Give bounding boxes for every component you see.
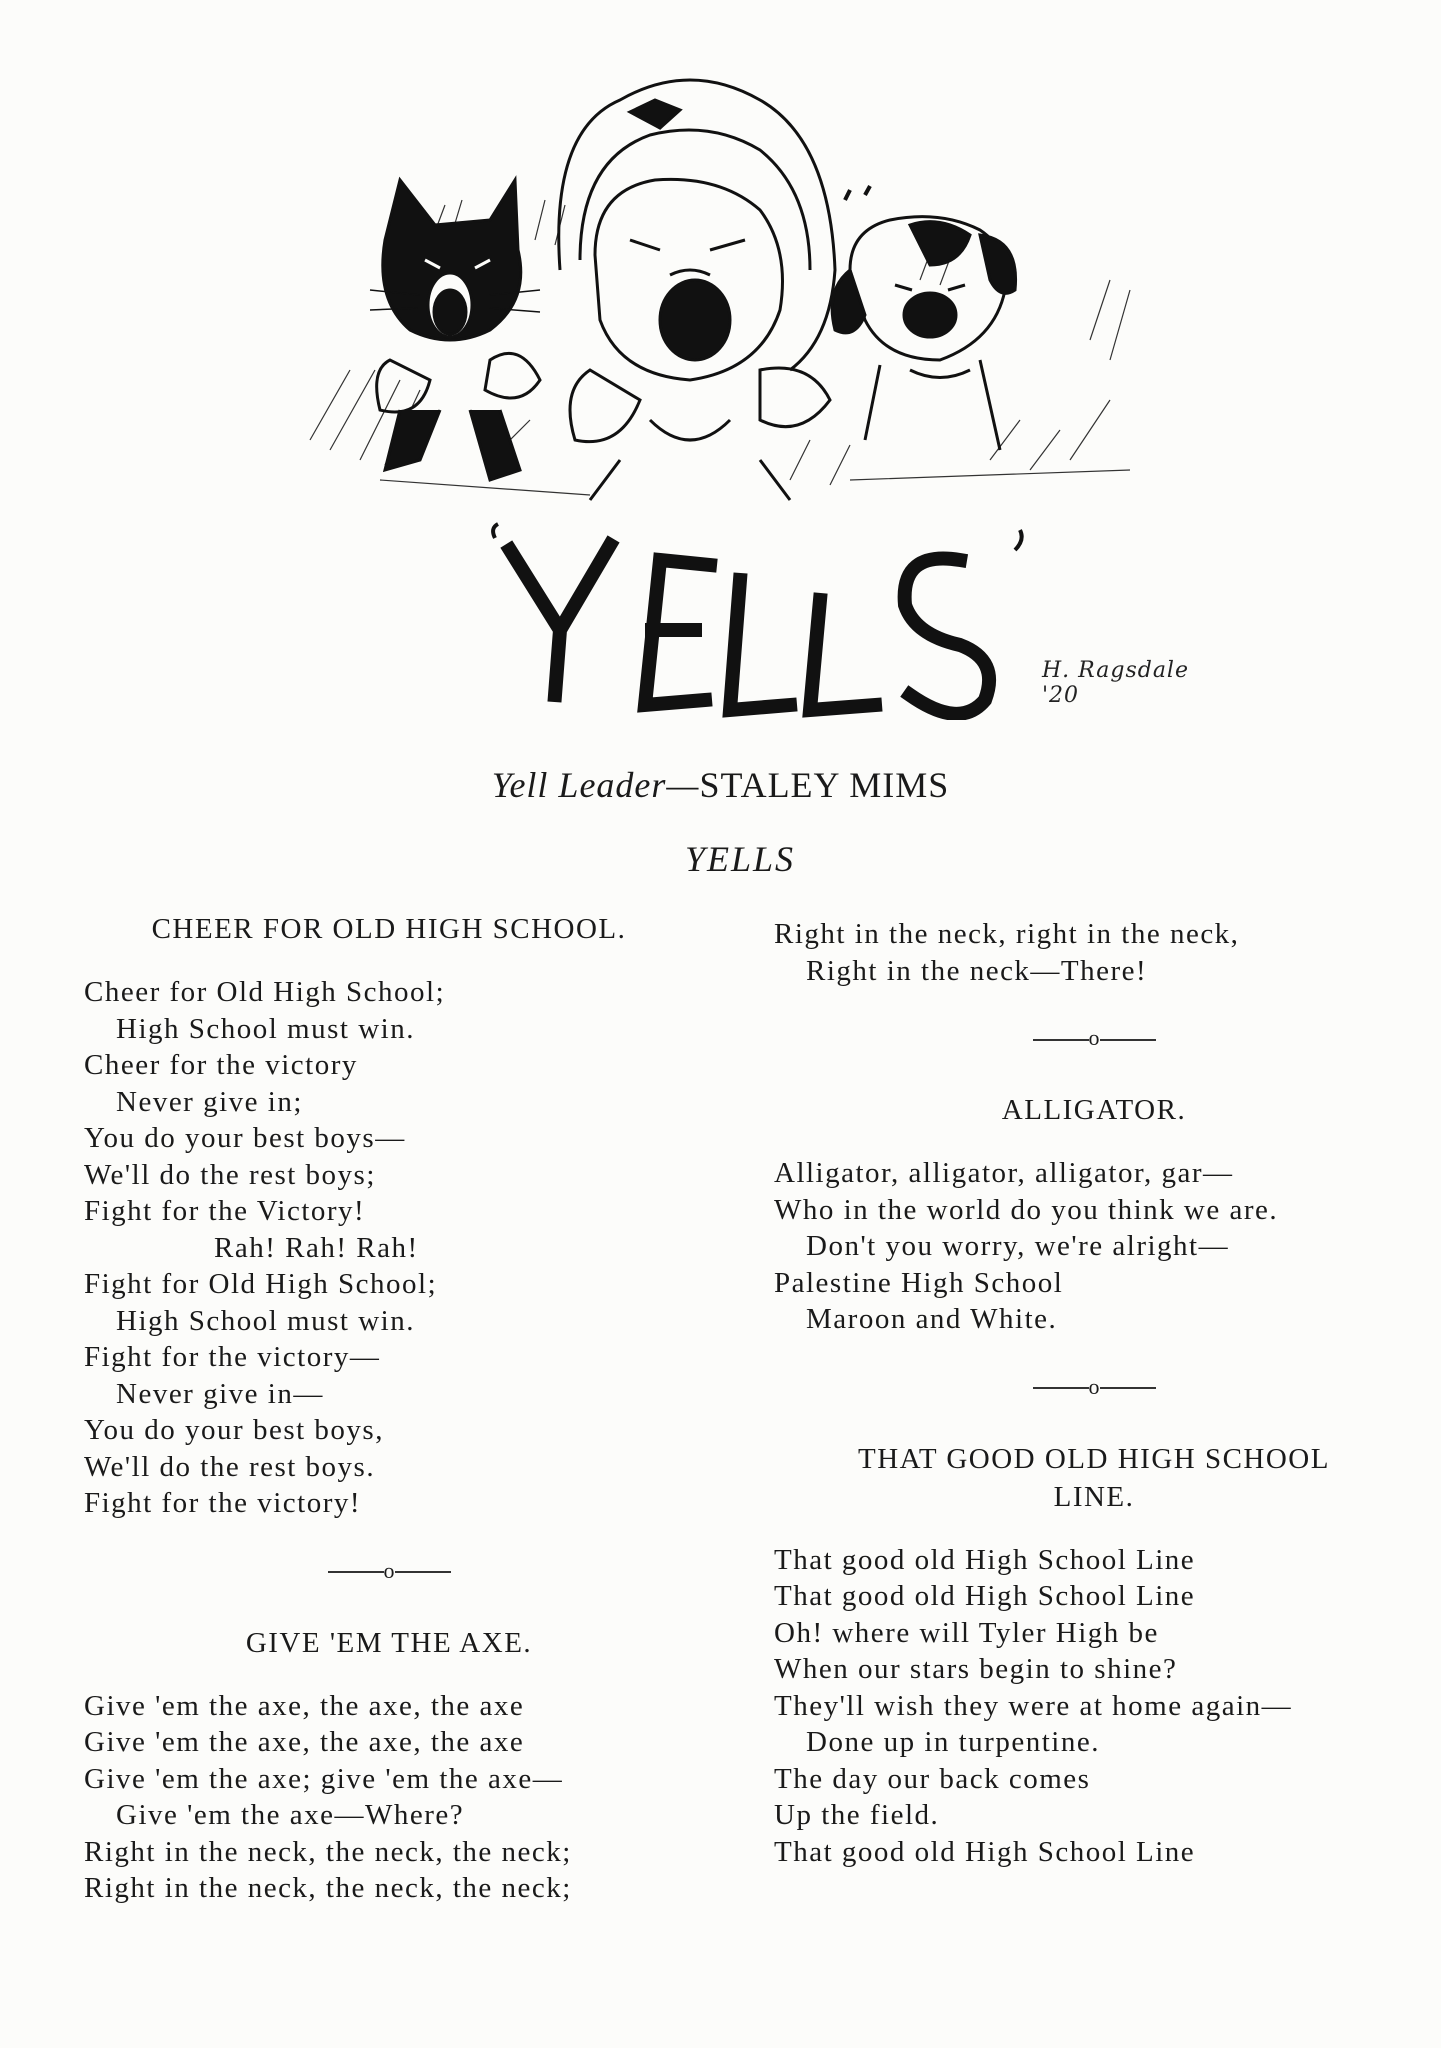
lyric-line: When our stars begin to shine? [774,1653,1178,1685]
lyric-line: Give 'em the axe, the axe, the axe [84,1689,525,1722]
section-subtitle: YELLS [684,839,796,879]
lyric-line: Fight for Old High School; [84,1268,438,1300]
lyric-line: The day our back comes [774,1762,1091,1795]
lyric-line: That good old High School Line [774,1835,1196,1868]
lyric-line: Fight for the victory! [84,1487,362,1519]
lyric-line: Done up in turpentine. [806,1726,1100,1758]
section-separator [84,1558,694,1584]
lyric-line: Fight for the victory— [84,1341,381,1373]
lyric-line: Right in the neck, the neck, the neck; [84,1872,572,1904]
lyric-line: We'll do the rest boys; [84,1158,376,1191]
lyric-line: We'll do the rest boys. [84,1450,376,1483]
yell-leader-line [0,764,1441,806]
yelling-characters-illustration [290,40,1150,530]
lyric-line: Who in the world do you think we are. [774,1193,1279,1226]
yell-leader-name: STALEY MIMS [699,765,950,805]
lyric-line: They'll wish they were at home again— [774,1689,1293,1722]
axe-heading: GIVE 'EM THE AXE. [245,1626,533,1659]
lyric-line: That good old High School Line [774,1543,1196,1576]
baby-drawing [559,80,835,500]
yells-lettering [490,520,1050,720]
lyric-line: Up the field. [774,1799,940,1831]
left-column [84,910,694,1907]
lyric-line: Oh! where will Tyler High be [774,1616,1159,1649]
lyric-line: You do your best boys— [84,1122,406,1154]
separator-glyph: o [1088,1025,1100,1050]
lyric-line: Give 'em the axe, the axe, the axe [84,1726,525,1758]
separator-glyph: o [383,1557,395,1583]
lyric-line: Fight for the Victory! [84,1195,366,1227]
lyric-line: Cheer for the victory [84,1049,358,1081]
line-song-heading: THAT GOOD OLD HIGH SCHOOL LINE. [858,1442,1330,1513]
lyric-line: Right in the neck—There! [806,954,1148,987]
separator-glyph: o [1088,1373,1100,1399]
lyric-line: Never give in— [116,1377,324,1410]
cheer-heading: CHEER FOR OLD HIGH SCHOOL. [151,913,627,945]
artist-signature: H. Ragsdale '20 [1042,658,1189,708]
lyric-line: You do your best boys, [84,1414,384,1446]
lyric-line: High School must win. [116,1012,415,1045]
section-separator [774,1025,1414,1051]
alligator-heading: ALLIGATOR. [1001,1094,1187,1126]
lyric-line: Palestine High School [774,1266,1064,1299]
puppy-drawing [832,186,1015,450]
lyric-line: Don't you worry, we're alright— [806,1230,1230,1262]
line-song-lyrics [774,1542,1414,1871]
lyric-line: Right in the neck, right in the neck, [774,918,1240,950]
lyric-line: Never give in; [116,1085,303,1118]
cheer-lyrics [84,974,694,1522]
alligator-lyrics [774,1155,1414,1338]
lyric-line: Alligator, alligator, alligator, gar— [774,1157,1234,1189]
lyric-line: Maroon and White. [806,1303,1058,1335]
lyric-line: That good old High School Line [774,1580,1196,1612]
yell-leader-label: Yell Leader— [491,765,700,805]
axe-lyrics [84,1688,694,1907]
lyric-line: Give 'em the axe—Where? [116,1799,465,1831]
section-separator [774,1374,1414,1400]
lyric-line: Give 'em the axe; give 'em the axe— [84,1762,564,1795]
lyric-line: Right in the neck, the neck, the neck; [84,1835,572,1868]
lyric-line: Cheer for Old High School; [84,976,446,1008]
lyric-line: Rah! Rah! Rah! [214,1231,419,1264]
axe-lyrics-continued [774,916,1414,989]
right-column [774,910,1414,1870]
lyric-line: High School must win. [116,1304,415,1337]
